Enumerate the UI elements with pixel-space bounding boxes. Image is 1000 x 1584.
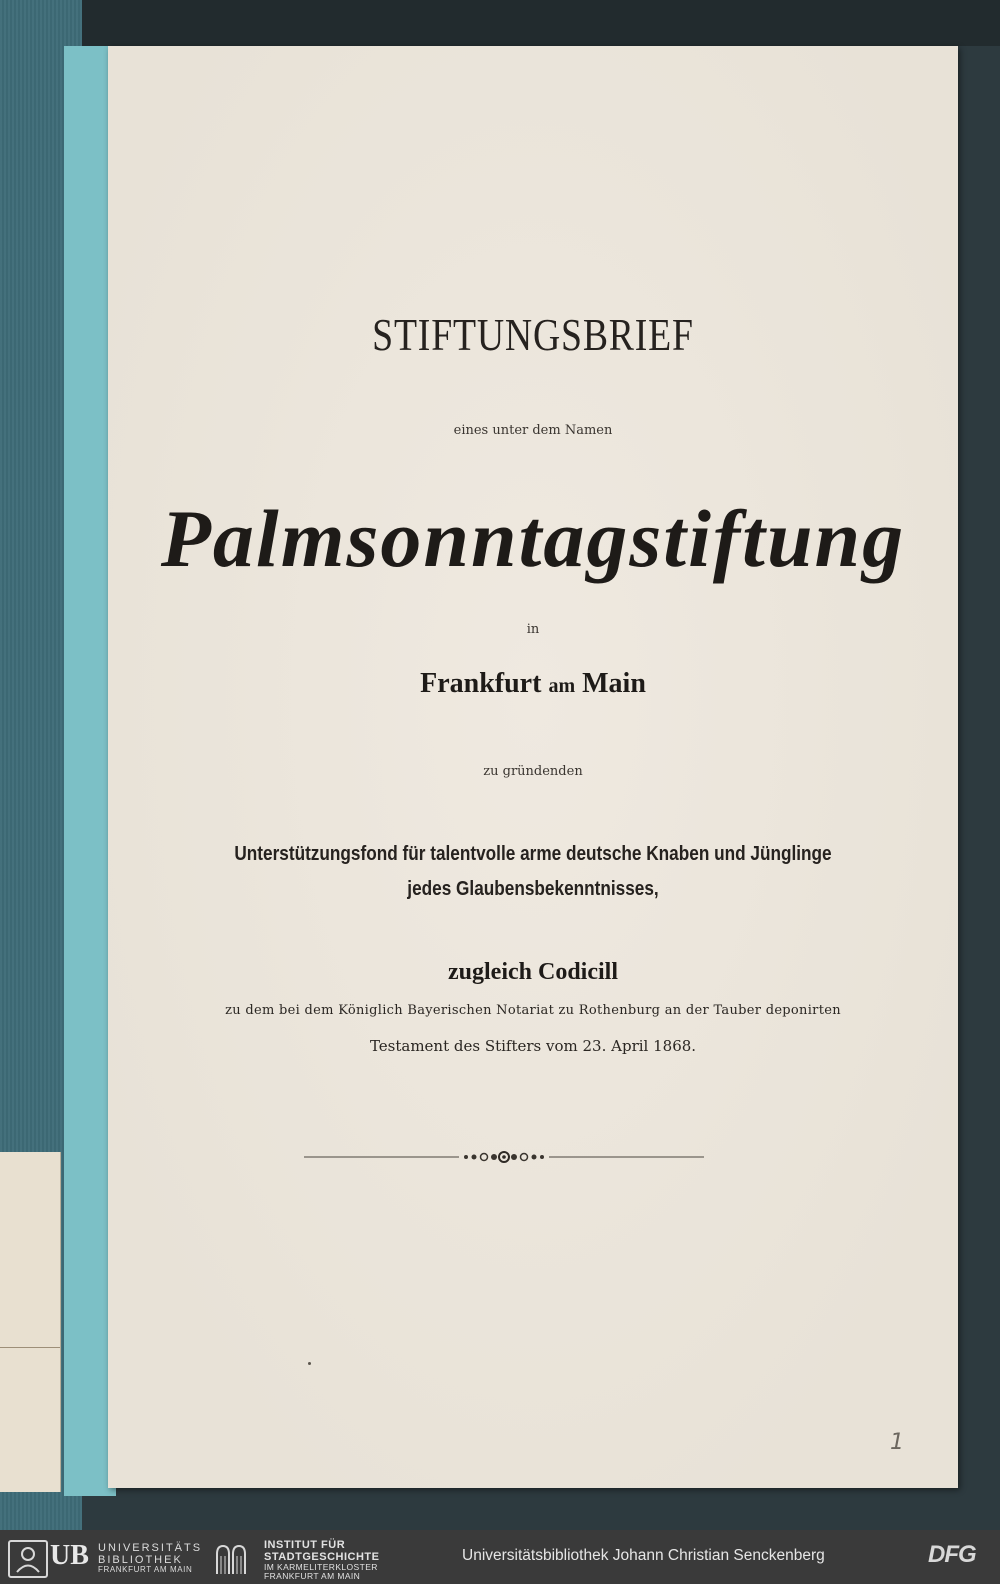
- city-am: am: [548, 675, 576, 697]
- isg-arches-icon: [213, 1542, 253, 1574]
- codicil-heading: zugleich Codicill: [448, 959, 618, 985]
- subtitle-line-zu: zu gründenden: [483, 764, 583, 779]
- ornament-divider: [304, 1147, 704, 1167]
- footer-bar: [0, 1530, 1000, 1584]
- subtitle-line-eines: eines unter dem Namen: [453, 423, 613, 438]
- ub-portrait-icon: [8, 1540, 48, 1578]
- codicil-line-1: zu dem bei dem Königlich Bayerischen Notariat zu Rothenburg an der Tauber deponirten: [225, 1003, 841, 1018]
- foundation-name: Palmsonntagstiftung: [160, 493, 906, 584]
- ub-logo-text: [98, 1542, 202, 1575]
- dfg-logo: DFG: [928, 1541, 976, 1568]
- purpose-line-1: Unterstützungsfond für talentvolle arme deutsche Knaben und Jünglinge: [234, 843, 832, 865]
- document-title: STIFTUNGSBRIEF: [372, 309, 694, 360]
- ub-logo-letters: UB: [50, 1540, 89, 1571]
- title-page: [108, 46, 958, 1488]
- codicil-line-2: Testament des Stifters vom 23. April 1868.: [369, 1037, 697, 1055]
- ub-line-3: FRANKFURT AM MAIN: [98, 1565, 193, 1575]
- library-name: Universitätsbibliothek Johann Christian Senckenberg: [462, 1547, 825, 1564]
- city-line: [108, 668, 958, 700]
- scan-background: [82, 0, 1000, 46]
- ub-line-2: BIBLIOTHEK: [98, 1554, 183, 1567]
- ub-line-1: UNIVERSITÄTS: [98, 1542, 203, 1554]
- subtitle-line-in: in: [526, 622, 540, 637]
- isg-logo-text: [264, 1540, 379, 1581]
- isg-line-1: INSTITUT FÜR: [264, 1539, 346, 1551]
- pencil-page-number: 1: [890, 1430, 904, 1455]
- city-name-2: Main: [582, 668, 646, 699]
- shelf-label: [0, 1152, 61, 1492]
- city-name-1: Frankfurt: [420, 668, 542, 699]
- paper-speck: [308, 1362, 311, 1365]
- isg-line-3: IM KARMELITERKLOSTER: [264, 1562, 378, 1573]
- isg-line-4: FRANKFURT AM MAIN: [264, 1571, 361, 1582]
- purpose-line-2: jedes Glaubensbekenntnisses,: [407, 878, 659, 900]
- isg-line-2: STADTGESCHICHTE: [264, 1550, 380, 1563]
